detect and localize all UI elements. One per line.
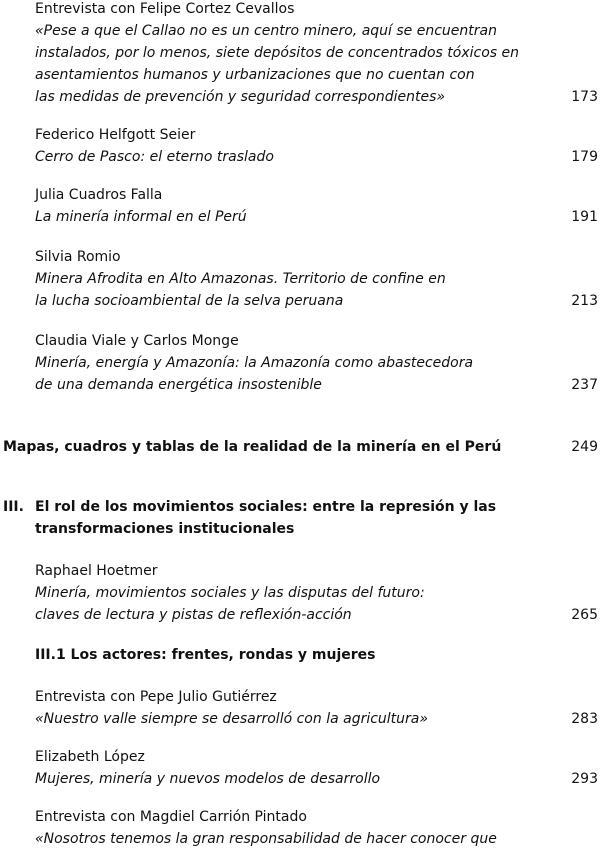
page-number: 293	[571, 771, 598, 787]
entry-title-line: «Pese a que el Callao no es un centro minero, aquí se encuentran	[35, 23, 497, 39]
entry-author: Claudia Viale y Carlos Monge	[35, 333, 239, 349]
page-number: 191	[571, 209, 598, 225]
entry-title-line: Cerro de Pasco: el eterno traslado	[35, 149, 274, 165]
page-number: 249	[571, 439, 598, 455]
entry-title-line: las medidas de prevención y seguridad correspondientes»	[35, 89, 446, 105]
entry-title-line: Minera Afrodita en Alto Amazonas. Territorio de confine en	[35, 271, 446, 287]
entry-title-line: Mujeres, minería y nuevos modelos de desarrollo	[35, 771, 381, 787]
entry-title-line: Minería, movimientos sociales y las disputas del futuro:	[35, 585, 425, 601]
page-number: 179	[571, 149, 598, 165]
page-number: 283	[571, 711, 598, 727]
page-number: 237	[571, 377, 598, 393]
section-title-line: El rol de los movimientos sociales: entre la represión y las	[35, 499, 497, 515]
entry-title-line: claves de lectura y pistas de reflexión-acción	[35, 607, 352, 623]
entry-author: Julia Cuadros Falla	[35, 187, 163, 203]
maps-heading: Mapas, cuadros y tablas de la realidad de la minería en el Perú	[3, 439, 502, 455]
page-number: 173	[571, 89, 598, 105]
entry-author: Elizabeth López	[35, 749, 145, 765]
section-number: III.	[3, 499, 24, 515]
entry-author: Federico Helfgott Seier	[35, 127, 196, 143]
entry-title-line: de una demanda energética insostenible	[35, 377, 322, 393]
subsection-heading: III.1 Los actores: frentes, rondas y mujeres	[35, 647, 376, 663]
entry-title-line: «Nosotros tenemos la gran responsabilidad de hacer conocer que	[35, 831, 497, 847]
entry-author: Silvia Romio	[35, 249, 121, 265]
entry-author: Entrevista con Magdiel Carrión Pintado	[35, 809, 307, 825]
entry-author: Raphael Hoetmer	[35, 563, 158, 579]
entry-title-line: «Nuestro valle siempre se desarrolló con la agricultura»	[35, 711, 429, 727]
entry-title-line: la lucha socioambiental de la selva peruana	[35, 293, 344, 309]
entry-title-line: La minería informal en el Perú	[35, 209, 247, 225]
entry-author: Entrevista con Felipe Cortez Cevallos	[35, 1, 295, 17]
entry-author: Entrevista con Pepe Julio Gutiérrez	[35, 689, 277, 705]
entry-title-line: instalados, por lo menos, siete depósitos de concentrados tóxicos en	[35, 45, 519, 61]
entry-title-line: asentamientos humanos y urbanizaciones que no cuentan con	[35, 67, 475, 83]
page-number: 265	[571, 607, 598, 623]
entry-title-line: Minería, energía y Amazonía: la Amazonía como abastecedora	[35, 355, 474, 371]
page-number: 213	[571, 293, 598, 309]
section-title-line: transformaciones institucionales	[35, 521, 295, 537]
